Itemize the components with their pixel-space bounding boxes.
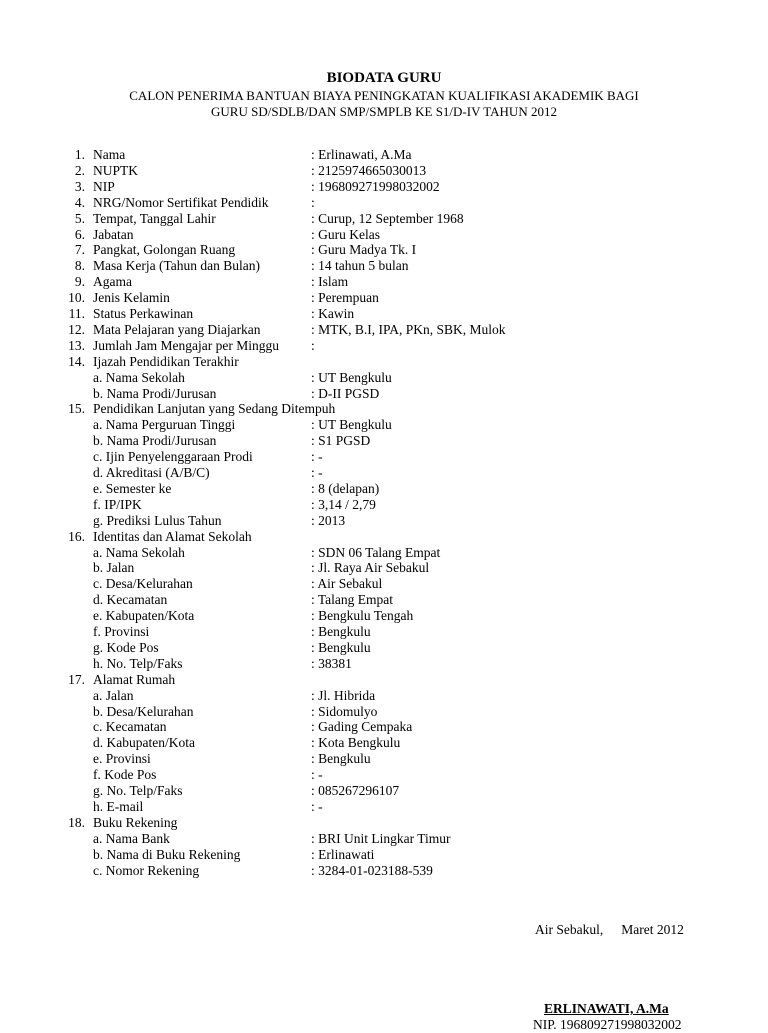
field-label: NIP	[93, 178, 115, 194]
biodata-row	[0, 258, 768, 274]
biodata-row	[0, 274, 768, 290]
field-label: Pendidikan Lanjutan yang Sedang Ditempuh	[93, 401, 336, 417]
field-value: : Sidomulyo	[311, 703, 378, 719]
field-value: : 8 (delapan)	[311, 480, 380, 496]
biodata-row	[0, 719, 768, 735]
field-label: Nama	[93, 147, 126, 162]
sub-field-label: e. Kabupaten/Kota	[93, 608, 195, 624]
field-value: : -	[311, 449, 323, 465]
field-value: : Kota Bengkulu	[311, 735, 401, 751]
field-label: Mata Pelajaran yang Diajarkan	[93, 321, 261, 337]
date-text: Maret 2012	[621, 922, 684, 937]
row-number: 1.	[74, 147, 85, 162]
sub-field-label: d. Kabupaten/Kota	[93, 735, 195, 751]
sub-field-label: b. Jalan	[93, 560, 135, 576]
biodata-row	[0, 481, 768, 497]
field-label: Ijazah Pendidikan Terakhir	[93, 353, 239, 369]
field-value: : -	[311, 465, 323, 480]
field-value: : -	[311, 798, 323, 814]
biodata-row	[0, 163, 768, 179]
biodata-row	[0, 831, 768, 847]
field-value: : 085267296107	[311, 783, 400, 798]
field-value: : Bengkulu	[311, 639, 371, 655]
field-value: : 196809271998032002	[311, 178, 440, 194]
biodata-row	[0, 497, 768, 513]
field-value: : Talang Empat	[311, 592, 394, 608]
field-label: Agama	[93, 274, 132, 290]
field-value: : Jl. Raya Air Sebakul	[311, 560, 430, 576]
page-title: BIODATA GURU	[326, 70, 442, 86]
row-number: 3.	[74, 178, 85, 194]
place-date	[535, 922, 684, 938]
sub-field-label: c. Desa/Kelurahan	[93, 576, 193, 592]
biodata-row	[0, 704, 768, 720]
field-value: : Gading Cempaka	[311, 719, 413, 735]
field-label: Identitas dan Alamat Sekolah	[93, 528, 252, 544]
biodata-row	[0, 386, 768, 402]
field-value: : Kawin	[311, 306, 355, 321]
signer-nip: NIP. 196809271998032002	[533, 1017, 682, 1032]
field-value: : Bengkulu Tengah	[311, 608, 414, 624]
row-number: 5.	[74, 210, 85, 226]
field-value: : SDN 06 Talang Empat	[311, 544, 441, 560]
row-number: 8.	[74, 258, 85, 274]
field-value: : Islam	[311, 274, 349, 290]
biodata-row	[0, 751, 768, 767]
field-value: : Erlinawati, A.Ma	[311, 147, 412, 162]
biodata-row	[0, 433, 768, 449]
field-label: Tempat, Tanggal Lahir	[93, 210, 216, 226]
field-value: : 3284-01-023188-539	[311, 862, 433, 878]
field-value: : Guru Madya Tk. I	[311, 242, 417, 258]
row-number: 13.	[68, 337, 85, 353]
sub-field-label: a. Nama Sekolah	[93, 544, 185, 560]
row-number: 6.	[74, 226, 85, 242]
biodata-row	[0, 847, 768, 863]
sub-field-label: g. Kode Pos	[93, 639, 159, 655]
row-number: 12.	[68, 321, 85, 337]
field-value: : MTK, B.I, IPA, PKn, SBK, Mulok	[311, 321, 506, 337]
sub-field-label: d. Akreditasi (A/B/C)	[93, 465, 210, 480]
field-value: : Bengkulu	[311, 751, 371, 767]
biodata-row	[0, 656, 768, 672]
biodata-row	[0, 545, 768, 561]
sub-field-label: a. Nama Sekolah	[93, 369, 185, 385]
field-value: : 14 tahun 5 bulan	[311, 258, 409, 274]
biodata-row	[0, 863, 768, 879]
biodata-row	[0, 815, 768, 831]
sub-field-label: f. IP/IPK	[93, 496, 142, 512]
field-label: NUPTK	[93, 162, 139, 178]
field-label: Jumlah Jam Mengajar per Minggu	[93, 337, 279, 353]
biodata-row	[0, 688, 768, 704]
sub-field-label: d. Kecamatan	[93, 592, 168, 608]
row-number: 7.	[74, 242, 85, 258]
field-label: Pangkat, Golongan Ruang	[93, 242, 236, 258]
place-text: Air Sebakul,	[535, 922, 604, 937]
biodata-row	[0, 147, 768, 163]
biodata-row	[0, 624, 768, 640]
sub-field-label: c. Kecamatan	[93, 719, 167, 735]
biodata-row	[0, 529, 768, 545]
sub-field-label: b. Desa/Kelurahan	[93, 703, 194, 719]
field-value: : D-II PGSD	[311, 385, 380, 401]
biodata-row	[0, 179, 768, 195]
sub-field-label: f. Provinsi	[93, 624, 150, 639]
field-value: : Perempuan	[311, 290, 379, 306]
field-value: : UT Bengkulu	[311, 369, 392, 385]
row-number: 16.	[68, 528, 85, 544]
sub-field-label: h. No. Telp/Faks	[93, 655, 183, 671]
biodata-row	[0, 322, 768, 338]
field-value: : -	[311, 767, 323, 783]
sub-field-label: a. Nama Perguruan Tinggi	[93, 417, 236, 433]
biodata-row	[0, 354, 768, 370]
row-number: 10.	[68, 290, 85, 306]
field-value: : Curup, 12 September 1968	[311, 210, 464, 226]
biodata-row	[0, 767, 768, 783]
sub-field-label: e. Provinsi	[93, 751, 151, 767]
row-number: 15.	[68, 401, 85, 417]
field-value: :	[311, 337, 315, 353]
row-number: 9.	[74, 274, 85, 290]
biodata-row	[0, 735, 768, 751]
field-value: : UT Bengkulu	[311, 417, 392, 433]
field-value: :	[311, 194, 315, 210]
biodata-row	[0, 195, 768, 211]
subtitle-line-1: CALON PENERIMA BANTUAN BIAYA PENINGKATAN KUALIFIKASI AKADEMIK BAGI	[129, 88, 639, 103]
biodata-row	[0, 576, 768, 592]
biodata-row	[0, 513, 768, 529]
field-label: NRG/Nomor Sertifikat Pendidik	[93, 194, 269, 210]
row-number: 17.	[68, 671, 85, 687]
field-value: : Air Sebakul	[311, 576, 383, 592]
biodata-row	[0, 608, 768, 624]
field-value: : 2013	[311, 512, 346, 528]
row-number: 11.	[68, 306, 85, 321]
sub-field-label: c. Nomor Rekening	[93, 862, 200, 878]
biodata-row	[0, 417, 768, 433]
sub-field-label: g. Prediksi Lulus Tahun	[93, 512, 222, 528]
biodata-row	[0, 799, 768, 815]
row-number: 14.	[68, 353, 85, 369]
biodata-row	[0, 640, 768, 656]
subtitle-line-2: GURU SD/SDLB/DAN SMP/SMPLB KE S1/D-IV TAHUN 2012	[211, 104, 557, 119]
sub-field-label: h. E-mail	[93, 798, 144, 814]
biodata-row	[0, 242, 768, 258]
biodata-row	[0, 783, 768, 799]
sub-field-label: b. Nama di Buku Rekening	[93, 846, 241, 862]
biodata-row	[0, 401, 768, 417]
row-number: 2.	[74, 162, 85, 178]
field-label: Jabatan	[93, 226, 134, 242]
biodata-row	[0, 672, 768, 688]
sub-field-label: a. Jalan	[93, 687, 134, 703]
field-label: Status Perkawinan	[93, 306, 194, 321]
field-value: : 38381	[311, 655, 352, 671]
field-label: Jenis Kelamin	[93, 290, 170, 306]
field-value: : 3,14 / 2,79	[311, 496, 376, 512]
biodata-row	[0, 306, 768, 322]
sub-field-label: b. Nama Prodi/Jurusan	[93, 433, 217, 449]
biodata-row	[0, 290, 768, 306]
field-value: : 2125974665030013	[311, 162, 427, 178]
field-label: Alamat Rumah	[93, 671, 176, 687]
field-value: : S1 PGSD	[311, 433, 371, 449]
biodata-row	[0, 449, 768, 465]
biodata-row	[0, 227, 768, 243]
sub-field-label: g. No. Telp/Faks	[93, 783, 183, 798]
row-number: 4.	[74, 194, 85, 210]
field-value: : Erlinawati	[311, 846, 375, 862]
field-value: : Bengkulu	[311, 624, 371, 639]
sub-field-label: f. Kode Pos	[93, 767, 157, 783]
field-value: : Jl. Hibrida	[311, 687, 376, 703]
field-value: : BRI Unit Lingkar Timur	[311, 830, 451, 846]
biodata-row	[0, 592, 768, 608]
signer-name: ERLINAWATI, A.Ma	[544, 1001, 669, 1016]
biodata-row	[0, 338, 768, 354]
sub-field-label: b. Nama Prodi/Jurusan	[93, 385, 217, 401]
biodata-row	[0, 211, 768, 227]
biodata-row	[0, 465, 768, 481]
field-label: Buku Rekening	[93, 814, 178, 830]
biodata-row	[0, 560, 768, 576]
sub-field-label: e. Semester ke	[93, 480, 172, 496]
field-label: Masa Kerja (Tahun dan Bulan)	[93, 258, 260, 274]
field-value: : Guru Kelas	[311, 226, 380, 242]
biodata-row	[0, 370, 768, 386]
sub-field-label: c. Ijin Penyelenggaraan Prodi	[93, 449, 253, 465]
row-number: 18.	[68, 814, 85, 830]
sub-field-label: a. Nama Bank	[93, 830, 170, 846]
